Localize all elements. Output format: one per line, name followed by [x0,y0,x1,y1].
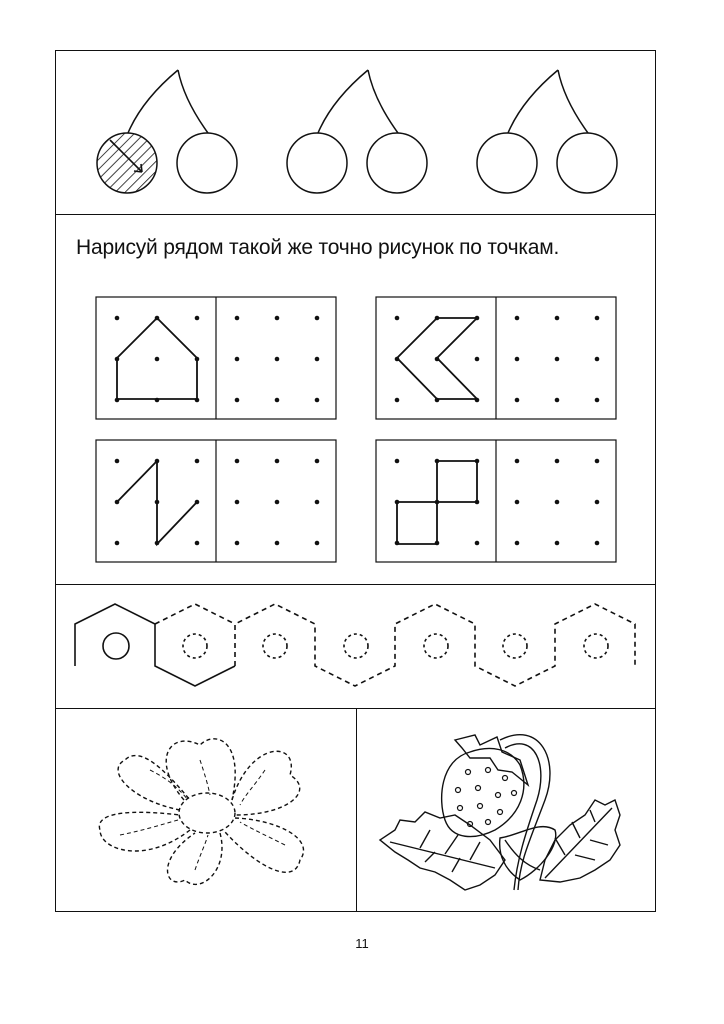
cherry-pair-1 [97,70,237,193]
circle-solid [103,633,129,659]
grid-dot [515,357,520,362]
grid-dot [315,500,320,505]
flower-trace [99,739,303,885]
grid-dot [475,500,480,505]
grid-dot [195,459,200,464]
grid-dot [555,459,560,464]
grid-dot [115,316,120,321]
grid-dot [115,459,120,464]
instruction-text: Нарисуй рядом такой же точно рисунок по точкам. [76,236,560,259]
grid-dot [155,541,160,546]
grid-dot [555,541,560,546]
grid-dot [395,357,400,362]
hexagon-trace [75,604,635,686]
grid-dot [315,316,320,321]
grid-dot [155,316,160,321]
grid-dot [155,398,160,403]
grid-dot [595,357,600,362]
grid-dot [475,459,480,464]
grid-dot [195,541,200,546]
grid-dot [515,541,520,546]
grid-dot [395,500,400,505]
grid-dot [195,357,200,362]
pattern-shapes [117,318,477,544]
cherry [367,133,427,193]
grid-dot [475,541,480,546]
grid-dot [515,500,520,505]
grid-dot [195,500,200,505]
grid-dot [275,316,280,321]
grid-dot [275,398,280,403]
grid-dot [515,316,520,321]
grid-dot [115,357,120,362]
grid-dot [235,500,240,505]
grid-dot [235,459,240,464]
grid-dot [235,357,240,362]
grid-dot [435,398,440,403]
grid-dot [115,500,120,505]
grid-dot [555,500,560,505]
grid-dot [435,541,440,546]
grid-dot [515,398,520,403]
grid-dot [195,316,200,321]
grid-dot [595,398,600,403]
cherry-pair-2 [287,70,427,193]
grid-dot [435,357,440,362]
grid-dot [235,398,240,403]
grid-dot [155,459,160,464]
grid-dot [595,500,600,505]
grid-dot [155,357,160,362]
page-number: 11 [355,936,369,951]
grid-dot [595,316,600,321]
grid-dot [435,459,440,464]
grid-dot [555,398,560,403]
hex-solid [75,604,235,686]
grid-dot [595,541,600,546]
cherry [287,133,347,193]
cherry-row [97,70,617,193]
cherry-pair-3 [477,70,617,193]
grid-dot [275,541,280,546]
grid-dot [395,316,400,321]
grid-dot [395,398,400,403]
grid-dot [435,316,440,321]
grid-dot [155,500,160,505]
grid-dot [395,459,400,464]
grid-dot [235,541,240,546]
grid-dot [395,541,400,546]
strawberry-picture [380,735,620,890]
grid-dot [275,500,280,505]
dot-grid-puzzles [96,297,616,562]
grid-dot [475,398,480,403]
cherry [477,133,537,193]
grid-dot [195,398,200,403]
grid-dot [235,316,240,321]
grid-dot [435,500,440,505]
grid-dot [555,357,560,362]
grid-dot [475,357,480,362]
grid-dot [315,541,320,546]
cherry-shaded [97,133,157,193]
grid-dot [115,541,120,546]
grid-dot [515,459,520,464]
grid-dot [555,316,560,321]
cherry [557,133,617,193]
grid-dot [275,357,280,362]
grid-dot [115,398,120,403]
cherry [177,133,237,193]
grid-dot [475,316,480,321]
flower-center [179,793,235,833]
grid-dot [275,459,280,464]
grid-dot [315,459,320,464]
grid-dot [315,398,320,403]
hex-dashed [235,604,635,686]
grid-dot [315,357,320,362]
grid-dot [595,459,600,464]
